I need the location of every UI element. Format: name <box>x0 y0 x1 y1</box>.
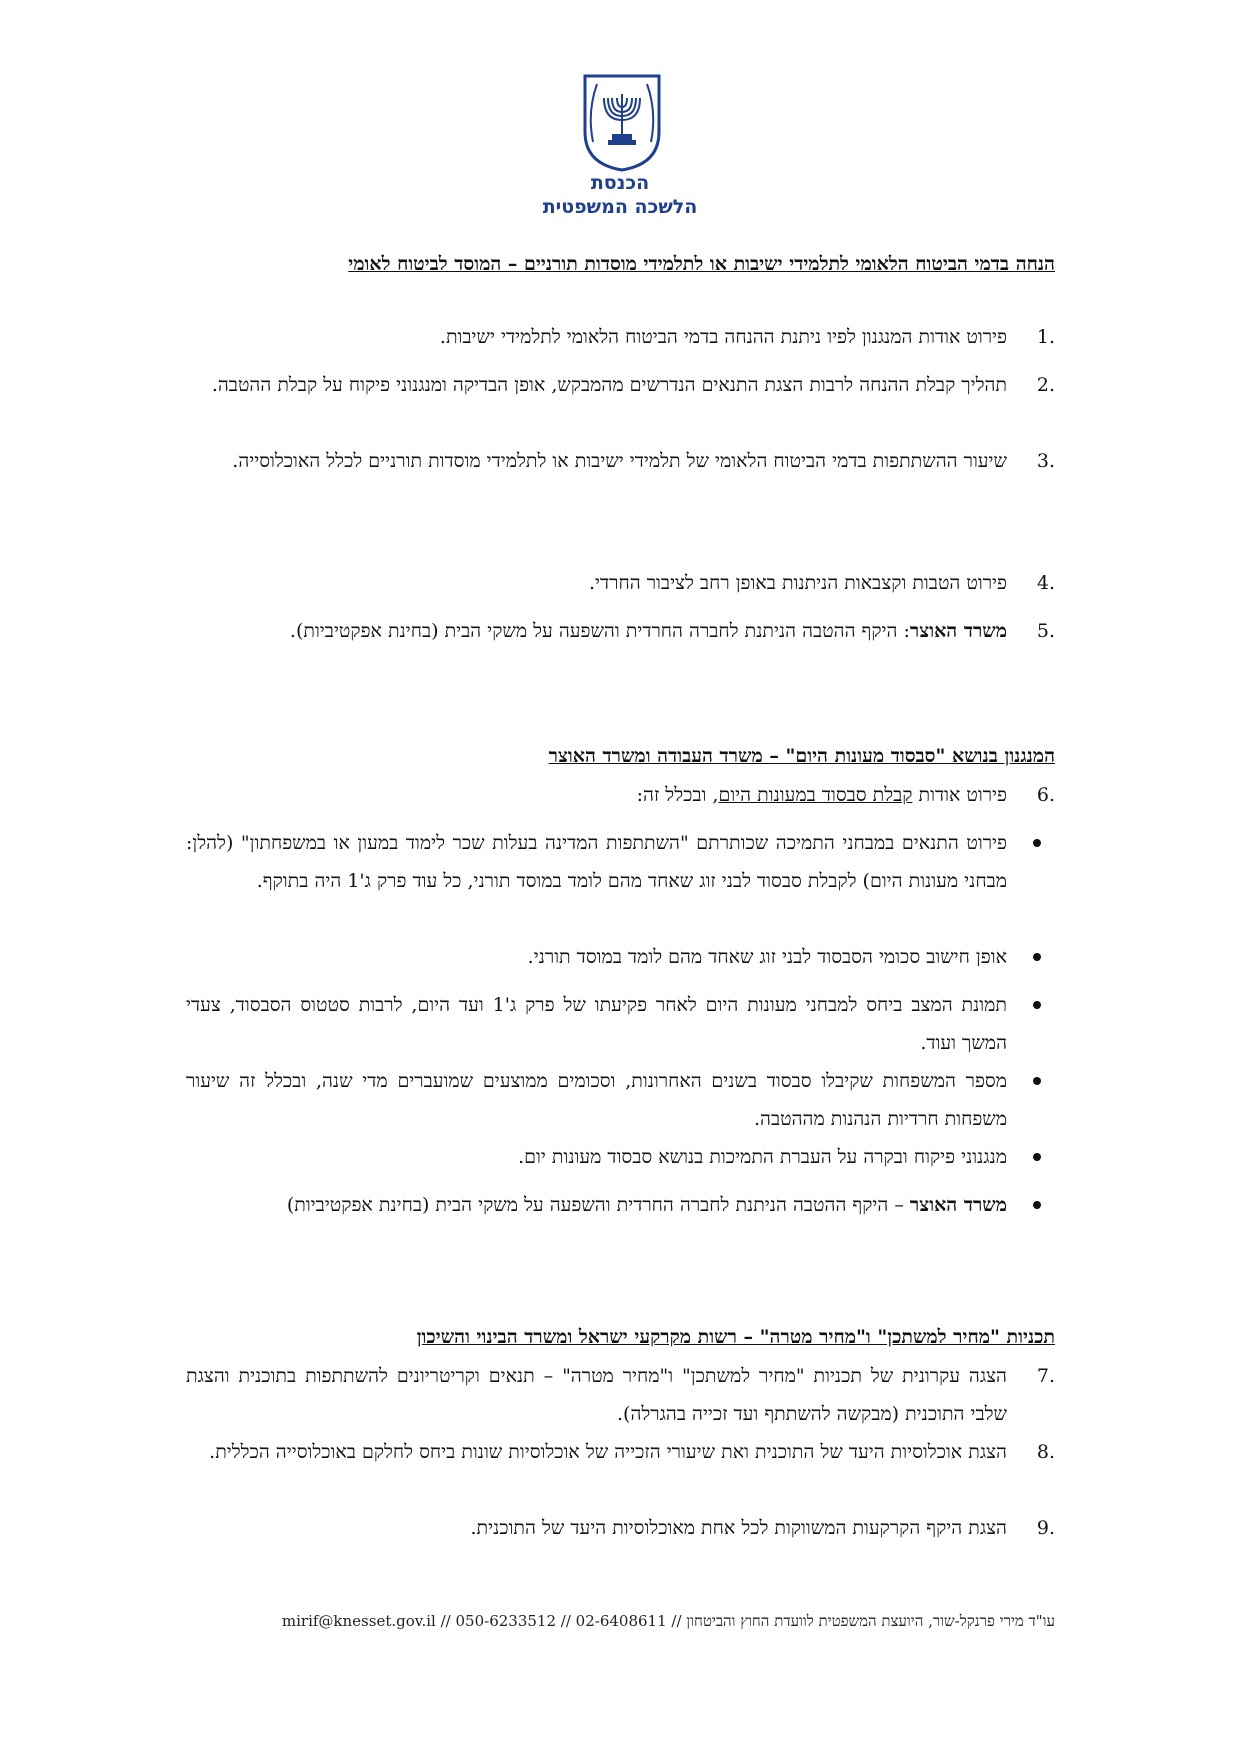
item-prefix: פירוט אודות <box>912 784 1007 806</box>
section3-title: תכניות "מחיר למשתכן" ו"מחיר מטרה" – רשות מקרקעי ישראל ומשרד הבינוי והשיכון <box>416 1326 1055 1348</box>
bullet-item <box>186 824 1055 900</box>
list-item <box>186 366 1055 404</box>
item-text: פירוט הטבות וקצבאות הניתנות באופן רחב לציבור החרדי. <box>589 572 1007 594</box>
bullet-item <box>186 938 1055 976</box>
item-number: 1. <box>1036 326 1055 348</box>
knesset-emblem-icon <box>579 72 665 172</box>
item-number: 7. <box>1036 1365 1055 1387</box>
bullet-item <box>186 986 1055 1062</box>
list-item <box>186 1357 1055 1433</box>
bullet-icon <box>1033 953 1041 961</box>
footer-email-link[interactable]: mirif@knesset.gov.il <box>281 1612 436 1630</box>
bullet-bold-label: משרד האוצר <box>909 1194 1007 1216</box>
bullet-text: פירוט התנאים במבחני התמיכה שכותרתם "השתתפות המדינה בעלות שכר לימוד במעון או במשפחתון" (להלן: מבחני מעונות היום) לקבלת סבסוד לבני זוג שאחד מהם לומד במוסד תורני, כל עוד פרק ג'1 היה בתוקף. <box>186 832 1007 892</box>
item-number: 9. <box>1036 1517 1055 1539</box>
section2-title: המנגנון בנושא "סבסוד מעונות היום" – משרד העבודה ומשרד האוצר <box>548 745 1055 767</box>
item-text: שיעור ההשתתפות בדמי הביטוח הלאומי של תלמידי ישיבות או לתלמידי מוסדות תורניים לכלל האוכלוסייה. <box>232 450 1007 472</box>
item-number: 5. <box>1036 620 1055 642</box>
item-number: 8. <box>1036 1441 1055 1463</box>
list-item <box>186 776 1055 814</box>
item-number: 4. <box>1036 572 1055 594</box>
item-text: פירוט אודות המנגנון לפיו ניתנת ההנחה בדמי הביטוח הלאומי לתלמידי ישיבות. <box>439 326 1007 348</box>
bullet-icon <box>1033 1201 1041 1209</box>
item-body: : היקף ההטבה הניתנת לחברה החרדית והשפעה על משקי הבית (בחינת אפקטיביות). <box>289 620 910 642</box>
list-item <box>186 564 1055 602</box>
list-item <box>186 1509 1055 1547</box>
item-number: 3. <box>1036 450 1055 472</box>
bullet-icon <box>1033 839 1041 847</box>
bullet-item <box>186 1062 1055 1138</box>
footer-contact: עו"ד מירי פרנקל-שור, היועצת המשפטית לוועדת החוץ והביטחון // 02-6408611 // 050-6233512 // <box>440 1612 1055 1630</box>
footer <box>130 1610 1055 1632</box>
bullet-text: מספר המשפחות שקיבלו סבסוד בשנים האחרונות, וסכומים ממוצעים שמועברים מדי שנה, ובכלל זה שיעור משפחות חרדיות הנהנות מההטבה. <box>186 1070 1007 1130</box>
item-suffix: , ובכלל זה: <box>636 784 719 806</box>
item-underlined: קבלת סבסוד במעונות היום <box>718 784 913 806</box>
list-item <box>186 318 1055 356</box>
item-text <box>186 612 1007 650</box>
department-name: הלשכה המשפטית <box>542 196 698 218</box>
list-item <box>186 1433 1055 1471</box>
org-name: הכנסת <box>590 172 650 194</box>
bullet-text: תמונת המצב ביחס למבחני מעונות היום לאחר פקיעתו של פרק ג'1 ועד היום, לרבות סטטוס הסבסוד, צעדי המשך ועוד. <box>186 994 1007 1054</box>
bullet-icon <box>1033 1001 1041 1009</box>
list-item <box>186 612 1055 650</box>
item-number: 6. <box>1036 784 1055 806</box>
item-text <box>186 776 1007 814</box>
bullet-text: מנגנוני פיקוח ובקרה על העברת התמיכות בנושא סבסוד מעונות יום. <box>518 1146 1007 1168</box>
bullet-body: – היקף ההטבה הניתנת לחברה החרדית והשפעה על משקי הבית (בחינת אפקטיביות) <box>286 1194 910 1216</box>
list-item <box>186 442 1055 480</box>
item-number: 2. <box>1036 374 1055 396</box>
bullet-item <box>186 1138 1055 1176</box>
bullet-icon <box>1033 1153 1041 1161</box>
item-bold-label: משרד האוצר <box>909 620 1007 642</box>
bullet-item <box>186 1186 1055 1224</box>
item-text: תהליך קבלת ההנחה לרבות הצגת התנאים הנדרשים מהמבקש, אופן הבדיקה ומנגנוני פיקוח על קבלת ההטבה. <box>211 374 1007 396</box>
bullet-text <box>186 1186 1007 1224</box>
item-text: הצגת אוכלוסיות היעד של התוכנית ואת שיעורי הזכייה של אוכלוסיות שונות ביחס לחלקם באוכלוסייה הכללית. <box>209 1441 1007 1463</box>
item-text: הצגה עקרונית של תכניות "מחיר למשתכן" ו"מחיר מטרה" – תנאים וקריטריונים להשתתפות בתוכנית והצגת שלבי התוכנית (מבקשה להשתתף ועד זכייה בהגרלה). <box>186 1365 1007 1425</box>
bullet-text: אופן חישוב סכומי הסבסוד לבני זוג שאחד מהם לומד במוסד תורני. <box>527 946 1007 968</box>
item-text: הצגת היקף הקרקעות המשווקות לכל אחת מאוכלוסיות היעד של התוכנית. <box>470 1517 1007 1539</box>
section1-title: הנחה בדמי הביטוח הלאומי לתלמידי ישיבות או לתלמידי מוסדות תורניים – המוסד לביטוח לאומי <box>348 253 1055 275</box>
bullet-icon <box>1033 1077 1041 1085</box>
